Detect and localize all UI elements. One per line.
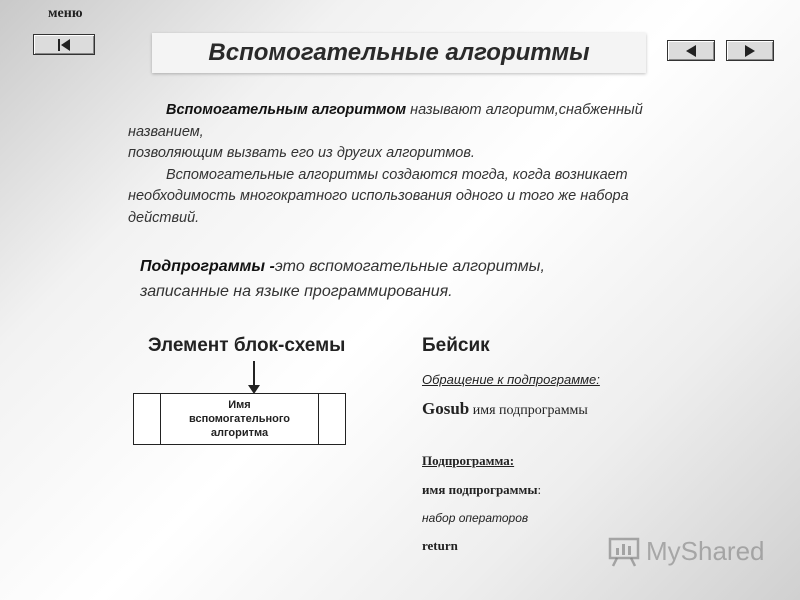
intro-line-6: действий.	[128, 209, 200, 226]
block-label-line-1: Имя	[228, 399, 251, 411]
return-keyword: return	[422, 538, 458, 553]
intro-line-1-rest: называют алгоритм,снабженный	[406, 102, 643, 118]
intro-term: Вспомогательным алгоритмом	[166, 102, 407, 118]
definition-line-2: записанные на языке программирования.	[140, 283, 453, 300]
intro-line-2: названием,	[128, 123, 204, 140]
watermark-text: MyShared	[646, 536, 765, 566]
next-button[interactable]	[726, 40, 774, 61]
subroutine-name-line	[422, 482, 541, 498]
skip-back-icon	[55, 38, 73, 52]
subroutine-block	[133, 393, 346, 445]
presentation-board-icon	[608, 537, 640, 567]
menu-label: меню	[48, 6, 83, 21]
block-label-line-2: вспомогательного	[188, 413, 290, 425]
subroutine-name: имя подпрограммы	[422, 482, 538, 497]
intro-paragraph	[128, 100, 688, 229]
triangle-left-icon	[683, 44, 699, 58]
intro-line-4: Вспомогательные алгоритмы создаются тогда, когда возникает	[166, 166, 628, 183]
gosub-keyword: Gosub	[422, 399, 470, 418]
flow-arrow-line	[253, 361, 255, 387]
definition-term: Подпрограммы -	[140, 258, 275, 275]
operators-line: набор операторов	[422, 511, 529, 525]
block-label-line-3: алгоритма	[210, 427, 269, 439]
definition-text: это вспомогательные алгоритмы,	[274, 258, 545, 275]
basic-heading: Бейсик	[422, 335, 490, 356]
intro-line-5: необходимость многократного использования одного и того же набора	[128, 188, 629, 204]
gosub-line	[422, 399, 588, 419]
slide-title: Вспомогательные алгоритмы	[152, 33, 646, 73]
definition-line-1	[140, 254, 620, 279]
intro-line-1	[128, 100, 688, 122]
gosub-rest: имя подпрограммы	[469, 403, 588, 418]
triangle-right-icon	[742, 44, 758, 58]
call-label: Обращение к подпрограмме:	[422, 372, 600, 387]
intro-line-3: позволяющим вызвать его из других алгоритмов.	[128, 145, 475, 161]
subroutine-name-colon: :	[537, 482, 542, 497]
prev-button[interactable]	[667, 40, 715, 61]
watermark	[608, 536, 765, 567]
home-button[interactable]	[33, 34, 95, 55]
flowchart-heading: Элемент блок-схемы	[148, 335, 346, 356]
definition-paragraph	[140, 254, 620, 304]
subroutine-label: Подпрограмма:	[422, 453, 515, 468]
block-label	[161, 398, 318, 440]
block-right-divider	[318, 394, 319, 444]
